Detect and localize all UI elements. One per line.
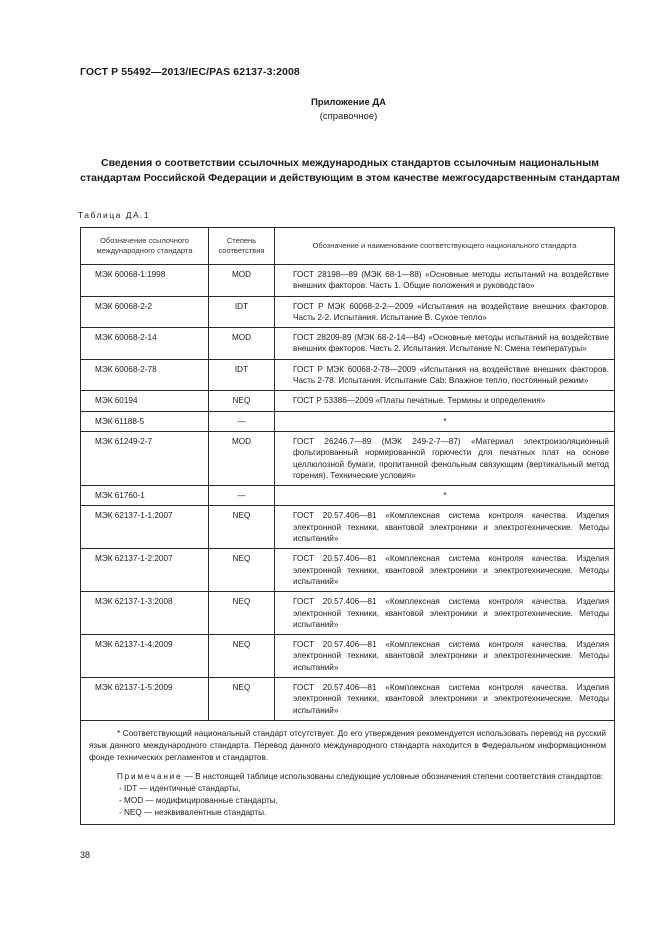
cell-international-standard: МЭК 60068-1:1998	[81, 265, 209, 297]
cell-degree: NEQ	[209, 635, 275, 678]
national-standard-text: ГОСТ Р МЭК 60068-2-78—2009 «Испытания на воздействие внешних факторов. Часть 2-78. Испытания. Испытание Cab: Влажное тепло, постоянный режим»	[293, 364, 609, 386]
correspondence-table	[80, 227, 615, 825]
cell-national-standard	[275, 411, 615, 431]
national-standard-text: *	[443, 491, 447, 501]
appendix-title: Приложение ДА	[310, 97, 387, 108]
national-standard-text: ГОСТ 28209-89 (МЭК 68-2-14—84) «Основные методы испытаний на воздействие внешних факторов. Часть 2. Испытания. Испытание N: Смена температуры»	[293, 333, 609, 354]
note-label: Примечание	[117, 772, 183, 782]
cell-degree: IDT	[209, 359, 275, 391]
cell-degree: NEQ	[209, 678, 275, 721]
table-notes-row	[81, 720, 615, 825]
table-row	[81, 328, 615, 360]
cell-international-standard: МЭК 60068-2-2	[81, 296, 209, 328]
national-standard-text: ГОСТ 20.57.406—81 «Комплексная система контроля качества. Изделия электронной техники, квантовой электроники и электротехнические. Методы испытаний»	[293, 640, 609, 672]
cell-national-standard	[275, 265, 615, 297]
cell-international-standard: МЭК 60068-2-78	[81, 359, 209, 391]
section-title: Сведения о соответствии ссылочных международных стандартов ссылочным национальным стандартам Российской Федерации и действующим в этом качестве межгосударственным стандартам	[80, 157, 620, 184]
document-header: ГОСТ Р 55492—2013/IEC/PAS 62137-3:2008	[80, 66, 300, 78]
note-item-idt: - IDT — идентичные стандарты,	[119, 784, 241, 794]
cell-international-standard: МЭК 60194	[81, 391, 209, 411]
cell-degree: MOD	[209, 328, 275, 360]
cell-national-standard	[275, 592, 615, 635]
cell-international-standard: МЭК 62137-1-4:2009	[81, 635, 209, 678]
cell-national-standard	[275, 678, 615, 721]
table-notes	[81, 720, 615, 825]
cell-national-standard	[275, 328, 615, 360]
cell-degree: MOD	[209, 265, 275, 297]
cell-international-standard: МЭК 61188-5	[81, 411, 209, 431]
cell-degree: NEQ	[209, 549, 275, 592]
national-standard-text: ГОСТ 26246.7—89 (МЭК 249-2-7—87) «Материал электроизоляционный фольгированный нормированной горючести для печатных плат на основе целлюлозной бумаги, пропитанной фенольным связующим (вертикальный метод горения). Технические условия»	[293, 436, 609, 480]
note	[89, 771, 606, 783]
note-item-neq: - NEQ — неэквивалентные стандарты.	[119, 807, 267, 817]
table-row	[81, 359, 615, 391]
cell-international-standard: МЭК 62137-1-3:2008	[81, 592, 209, 635]
cell-national-standard	[275, 391, 615, 411]
national-standard-text: ГОСТ 20.57.406—81 «Комплексная система контроля качества. Изделия электронной техники, квантовой электроники и электротехнические. Методы испытаний»	[293, 511, 609, 544]
page-number: 38	[80, 850, 91, 860]
appendix-subtitle: (справочное)	[319, 111, 378, 122]
header-national-standard: Обозначение и наименование соответствующего национального стандарта	[275, 228, 615, 265]
table-row	[81, 635, 615, 678]
footnote: * Соответствующий национальный стандарт отсутствует. До его утверждения рекомендуется использовать перевод на русский язык данного международного стандарта. Перевод данного международного стандарта находится в Федеральном информационном фонде технических регламентов и стандартов.	[89, 728, 606, 762]
cell-degree: NEQ	[209, 506, 275, 549]
table-row	[81, 506, 615, 549]
national-standard-text: *	[443, 416, 447, 426]
appendix-heading	[0, 96, 661, 124]
table-row	[81, 549, 615, 592]
cell-degree: —	[209, 411, 275, 431]
cell-national-standard	[275, 549, 615, 592]
cell-international-standard: МЭК 62137-1-5:2009	[81, 678, 209, 721]
header-international-standard: Обозначение ссылочного международного стандарта	[81, 228, 209, 265]
national-standard-text: ГОСТ 20.57.406—81 «Комплексная система контроля качества. Изделия электронной техники, квантовой электроники и электротехнические. Методы испытаний»	[293, 597, 609, 629]
table-caption: Таблица ДА.1	[78, 210, 151, 220]
cell-national-standard	[275, 486, 615, 506]
cell-degree: NEQ	[209, 391, 275, 411]
cell-international-standard: МЭК 62137-1-2:2007	[81, 549, 209, 592]
cell-degree: NEQ	[209, 592, 275, 635]
table-row	[81, 678, 615, 721]
cell-national-standard	[275, 506, 615, 549]
national-standard-text: ГОСТ 20.57.406—81 «Комплексная система контроля качества. Изделия электронной техники, квантовой электроники и электротехнические. Методы испытаний»	[293, 554, 609, 586]
national-standard-text: ГОСТ Р МЭК 60068-2-2—2009 «Испытания на воздействие внешних факторов. Часть 2-2. Испытания. Испытание В. Сухое тепло»	[293, 301, 609, 322]
cell-degree: —	[209, 486, 275, 506]
cell-national-standard	[275, 359, 615, 391]
note-item-mod: - MOD — модифицированные стандарты,	[119, 795, 278, 805]
cell-national-standard	[275, 296, 615, 328]
cell-international-standard: МЭК 62137-1-1:2007	[81, 506, 209, 549]
cell-degree: IDT	[209, 296, 275, 328]
cell-national-standard	[275, 635, 615, 678]
cell-international-standard: МЭК 60068-2-14	[81, 328, 209, 360]
cell-degree: MOD	[209, 431, 275, 485]
table-row	[81, 411, 615, 431]
header-degree: Степень соответствия	[209, 228, 275, 265]
cell-international-standard: МЭК 61760-1	[81, 486, 209, 506]
table-row	[81, 296, 615, 328]
note-text: — В настоящей таблице использованы следующие условные обозначения степени соответствия стандартов:	[182, 772, 604, 782]
table-row	[81, 431, 615, 485]
national-standard-text: ГОСТ 20.57.406—81 «Комплексная система контроля качества. Изделия электронной техники, квантовой электроники и электротехнические. Методы испытаний»	[293, 683, 609, 715]
table-row	[81, 391, 615, 411]
table-row	[81, 486, 615, 506]
cell-national-standard	[275, 431, 615, 485]
table-row	[81, 265, 615, 297]
national-standard-text: ГОСТ Р 53386—2009 «Платы печатные. Термины и определения»	[293, 396, 546, 406]
cell-international-standard: МЭК 61249-2-7	[81, 431, 209, 485]
table-header-row	[81, 228, 615, 265]
table-row	[81, 592, 615, 635]
national-standard-text: ГОСТ 28198—89 (МЭК 68-1—88) «Основные методы испытаний на воздействие внешних факторов. Часть 1. Общие положения и руководство»	[293, 270, 609, 291]
